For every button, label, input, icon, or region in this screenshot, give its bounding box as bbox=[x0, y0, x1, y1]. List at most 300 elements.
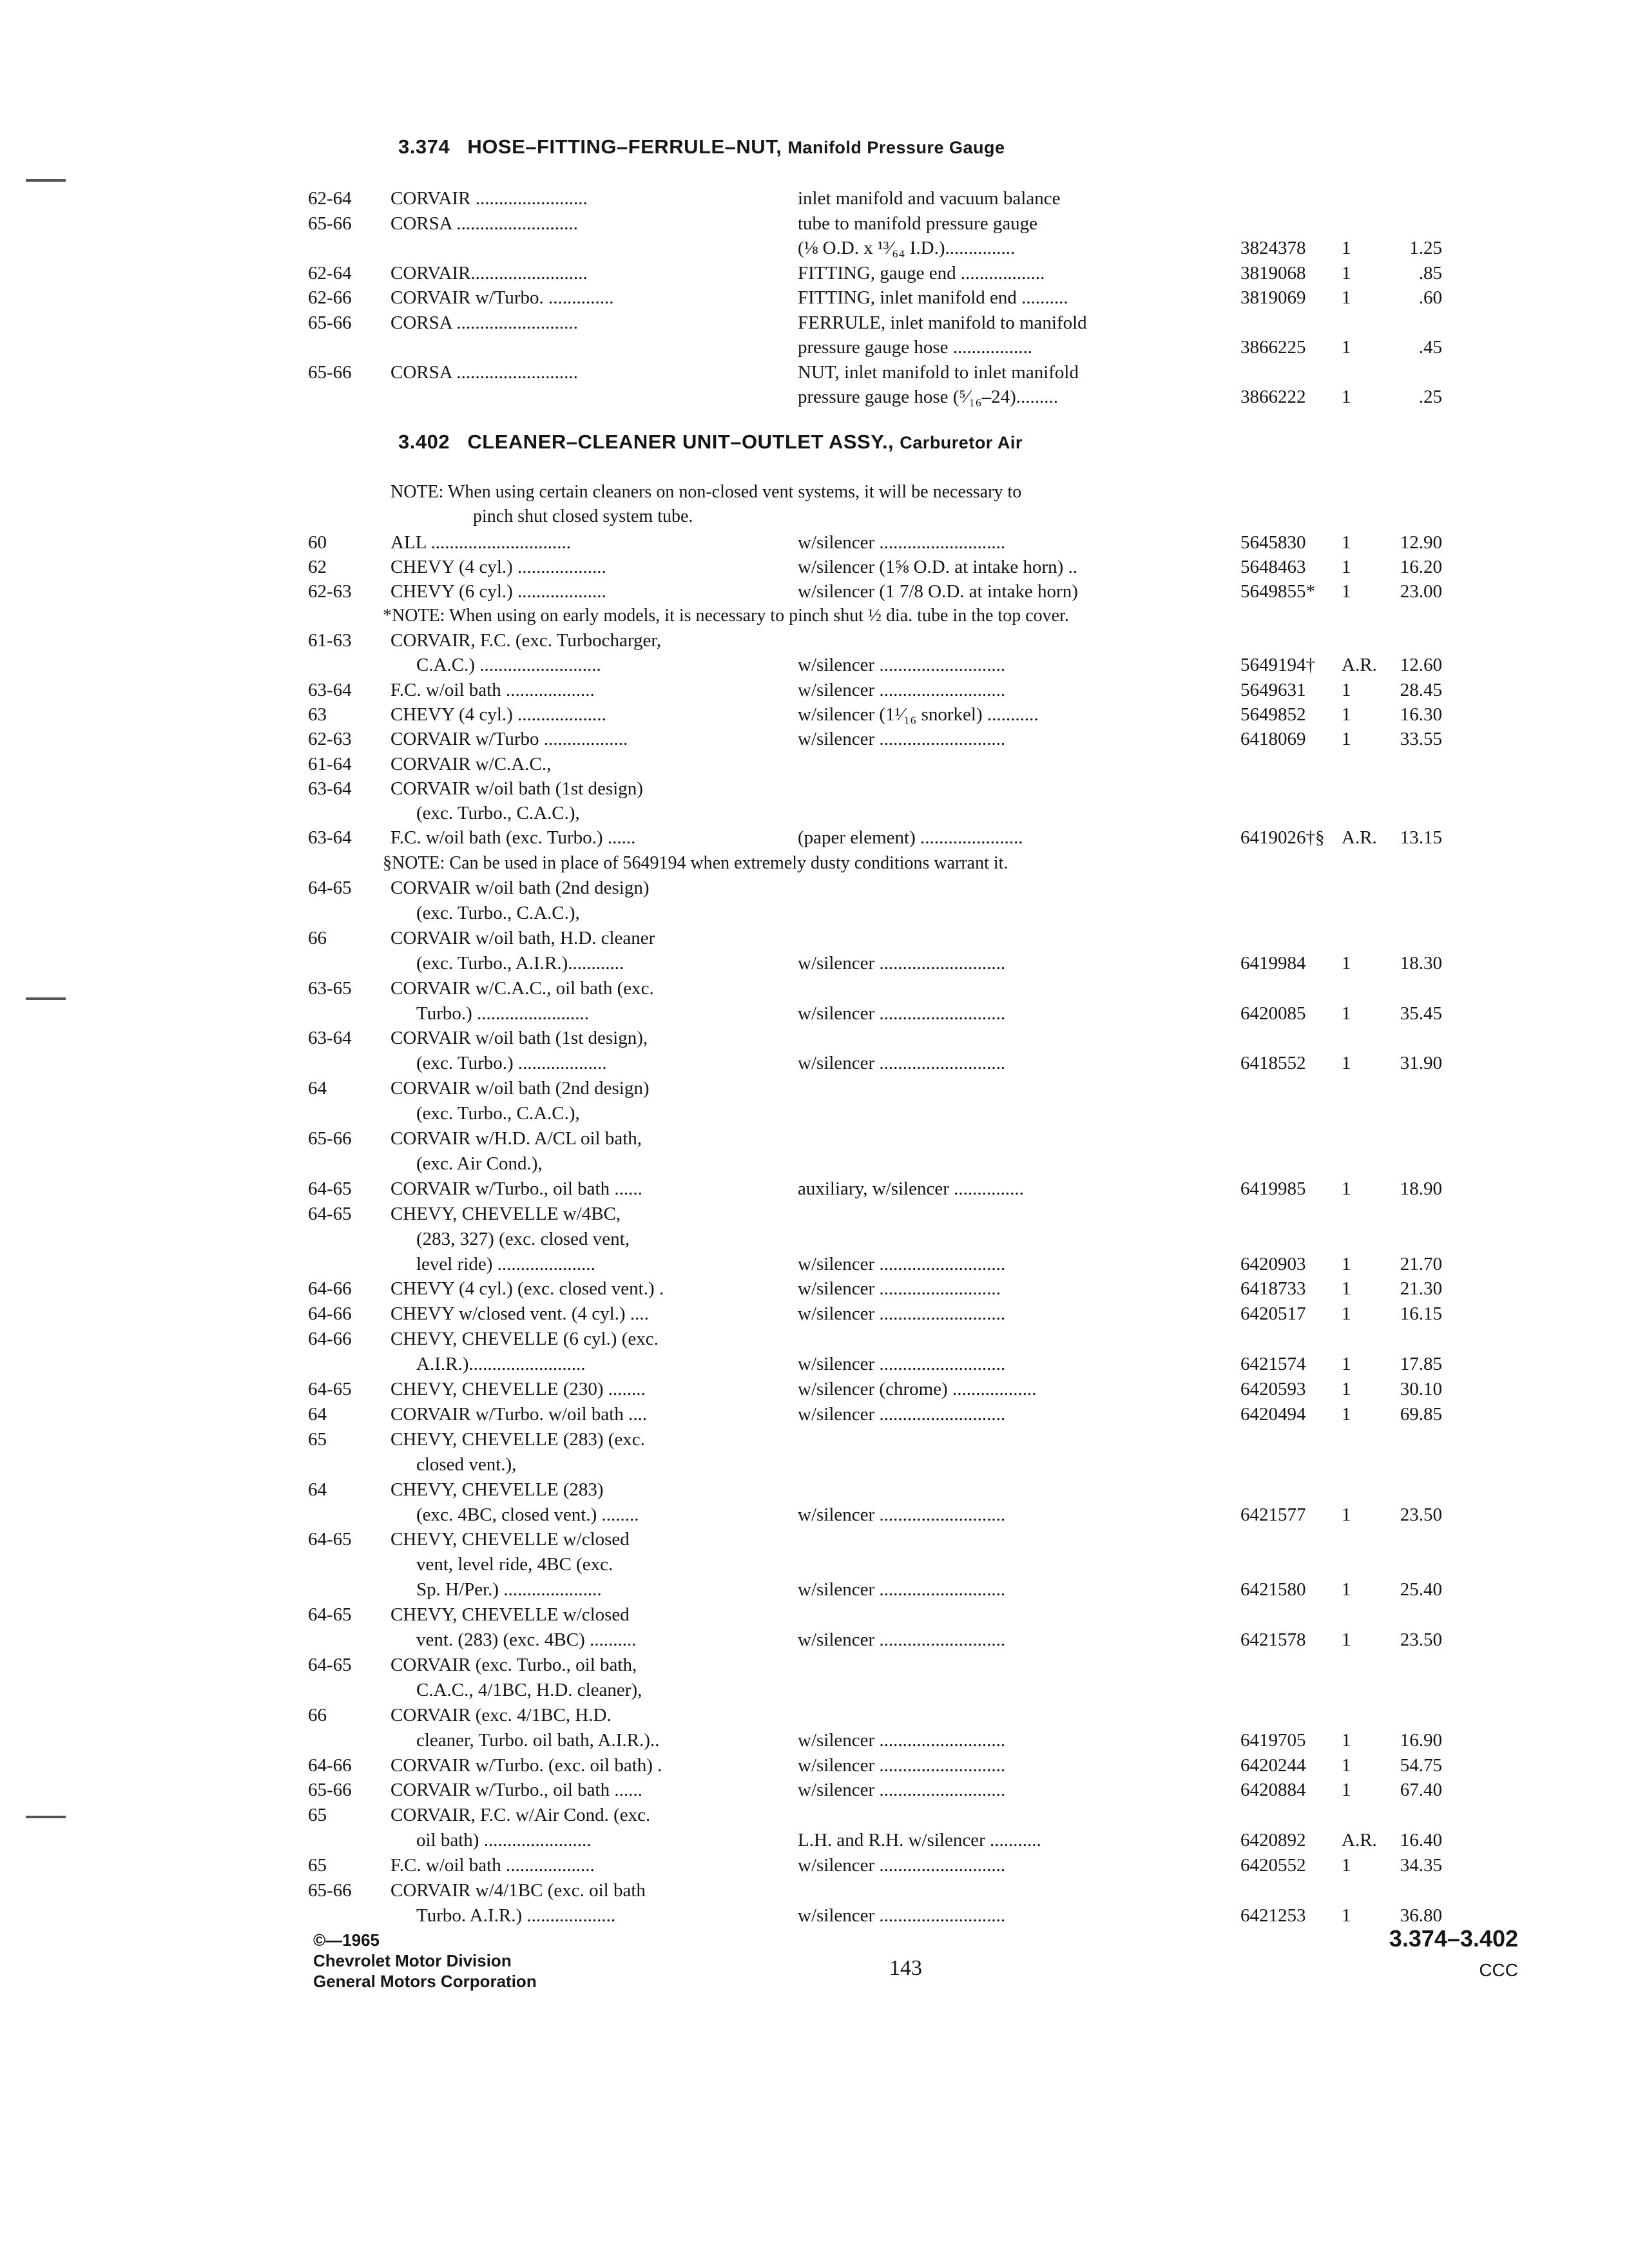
description-cell: w/silencer ........................... bbox=[798, 1053, 1006, 1074]
model-cell: (exc. Turbo., A.I.R.)............ bbox=[416, 952, 624, 974]
division: Chevrolet Motor Division bbox=[313, 1951, 512, 1970]
part-number-cell: 3819068 bbox=[1240, 262, 1306, 284]
table-row bbox=[0, 530, 1629, 555]
quantity-cell: 1 bbox=[1342, 1003, 1351, 1024]
description-cell: w/silencer .......................... bbox=[798, 1278, 1001, 1300]
year-cell: 64-66 bbox=[308, 1278, 352, 1300]
year-cell: 65-66 bbox=[308, 1880, 352, 1901]
table-row bbox=[0, 1100, 1629, 1126]
table-row bbox=[0, 1326, 1629, 1352]
price-cell: 21.70 bbox=[1400, 1253, 1442, 1274]
model-cell: cleaner, Turbo. oil bath, A.I.R.).. bbox=[416, 1729, 660, 1751]
year-cell: 64-66 bbox=[308, 1754, 352, 1776]
part-number-cell: 6418552 bbox=[1240, 1053, 1306, 1074]
year-cell: 65-66 bbox=[308, 213, 352, 234]
quantity-cell: 1 bbox=[1342, 1303, 1351, 1325]
price-cell: .45 bbox=[1418, 337, 1442, 358]
price-cell: 12.90 bbox=[1400, 532, 1442, 553]
part-number-cell: 3819069 bbox=[1240, 287, 1306, 308]
year-cell: 64-65 bbox=[308, 1203, 352, 1224]
model-cell: (exc. Air Cond.), bbox=[416, 1153, 543, 1174]
table-row bbox=[0, 1301, 1629, 1327]
description-cell: w/silencer ........................... bbox=[798, 1303, 1006, 1325]
price-cell: 18.30 bbox=[1400, 952, 1442, 974]
quantity-cell: 1 bbox=[1342, 287, 1351, 308]
table-row bbox=[0, 1552, 1629, 1577]
section-heading-3-374 bbox=[398, 135, 1005, 159]
description-cell: w/silencer ........................... bbox=[798, 655, 1006, 676]
year-cell: 64-65 bbox=[308, 1654, 352, 1675]
part-number-cell: 6420517 bbox=[1240, 1303, 1306, 1325]
quantity-cell: 1 bbox=[1342, 1178, 1351, 1199]
footer-publisher bbox=[313, 1930, 537, 1992]
table-row bbox=[0, 1827, 1629, 1853]
description-cell: w/silencer (1¹⁄₁₆ snorkel) ........... bbox=[798, 704, 1039, 725]
part-number-cell: 6421577 bbox=[1240, 1504, 1306, 1525]
quantity-cell: 1 bbox=[1342, 238, 1351, 258]
year-cell: 65-66 bbox=[308, 1128, 352, 1149]
table-row bbox=[0, 1251, 1629, 1277]
part-number-cell: 6420552 bbox=[1240, 1855, 1306, 1876]
part-number-cell: 6419026†§ bbox=[1240, 827, 1325, 849]
model-cell: CHEVY, CHEVELLE (283) (exc. bbox=[390, 1428, 645, 1450]
part-number-cell: 6421578 bbox=[1240, 1629, 1306, 1650]
part-number-cell: 3824378 bbox=[1240, 238, 1306, 258]
table-row bbox=[0, 1126, 1629, 1151]
model-cell: CORSA .......................... bbox=[390, 213, 578, 234]
year-cell: 64-65 bbox=[308, 1529, 352, 1550]
model-cell: CORSA .......................... bbox=[390, 361, 578, 383]
quantity-cell: 1 bbox=[1342, 1579, 1351, 1600]
table-row bbox=[0, 950, 1629, 976]
price-cell: 23.50 bbox=[1400, 1629, 1442, 1650]
quantity-cell: 1 bbox=[1342, 679, 1351, 700]
year-cell: 63 bbox=[308, 704, 327, 725]
description-cell: w/silencer ........................... bbox=[798, 1855, 1006, 1876]
model-cell: CORVAIR, F.C. w/Air Cond. (exc. bbox=[390, 1805, 651, 1826]
year-cell: 64-65 bbox=[308, 1379, 352, 1399]
model-cell: (exc. Turbo., C.A.C.), bbox=[416, 902, 580, 923]
section-number: 3.402 bbox=[398, 430, 450, 453]
table-row bbox=[0, 751, 1629, 777]
year-cell: 62-64 bbox=[308, 262, 352, 284]
quantity-cell: 1 bbox=[1342, 1403, 1351, 1425]
price-cell: 12.60 bbox=[1400, 655, 1442, 676]
quantity-cell: 1 bbox=[1342, 1354, 1351, 1375]
model-cell: CHEVY w/closed vent. (4 cyl.) .... bbox=[390, 1303, 649, 1325]
quantity-cell: 1 bbox=[1342, 337, 1351, 358]
model-cell: ALL .............................. bbox=[390, 532, 572, 553]
table-row bbox=[0, 1677, 1629, 1703]
year-cell: 63-65 bbox=[308, 977, 352, 999]
quantity-cell: 1 bbox=[1342, 1629, 1351, 1650]
price-cell: 21.30 bbox=[1400, 1278, 1442, 1300]
model-cell: F.C. w/oil bath ................... bbox=[390, 1855, 595, 1876]
model-cell: vent, level ride, 4BC (exc. bbox=[416, 1554, 613, 1575]
year-cell: 62 bbox=[308, 557, 327, 577]
price-cell: 16.20 bbox=[1400, 557, 1442, 577]
model-cell: CORVAIR w/C.A.C., bbox=[390, 753, 552, 774]
year-cell: 62-63 bbox=[308, 729, 352, 750]
table-row bbox=[0, 776, 1629, 802]
table-row bbox=[0, 875, 1629, 901]
table-row bbox=[0, 652, 1629, 678]
table-row bbox=[0, 1477, 1629, 1503]
quantity-cell: 1 bbox=[1342, 704, 1351, 725]
quantity-cell: 1 bbox=[1342, 1379, 1351, 1399]
price-cell: .85 bbox=[1418, 262, 1442, 284]
table-row bbox=[0, 925, 1629, 951]
section-heading-3-402 bbox=[398, 430, 1023, 454]
table-row bbox=[0, 1452, 1629, 1477]
copyright: ©—1965 bbox=[313, 1930, 380, 1950]
model-cell: CHEVY, CHEVELLE w/4BC, bbox=[390, 1203, 621, 1224]
quantity-cell: 1 bbox=[1342, 1855, 1351, 1876]
binder-mark bbox=[26, 179, 66, 182]
part-number-cell: 6421580 bbox=[1240, 1579, 1306, 1600]
model-cell: vent. (283) (exc. 4BC) .......... bbox=[416, 1629, 637, 1650]
price-cell: 23.00 bbox=[1400, 581, 1442, 602]
year-cell: 62-66 bbox=[308, 287, 352, 308]
table-row bbox=[0, 1602, 1629, 1628]
model-cell: Sp. H/Per.) ..................... bbox=[416, 1579, 602, 1600]
model-cell: CORVAIR w/Turbo. .............. bbox=[390, 287, 614, 308]
description-cell: w/silencer ........................... bbox=[798, 1003, 1006, 1024]
table-row bbox=[0, 975, 1629, 1001]
description-cell: w/silencer ........................... bbox=[798, 679, 1006, 700]
part-number-cell: 6420903 bbox=[1240, 1253, 1306, 1274]
model-cell: C.A.C.) .......................... bbox=[416, 655, 601, 676]
year-cell: 64 bbox=[308, 1403, 327, 1425]
page-number: 143 bbox=[889, 1956, 922, 1980]
model-cell: CHEVY (4 cyl.) (exc. closed vent.) . bbox=[390, 1278, 664, 1300]
model-cell: F.C. w/oil bath ................... bbox=[390, 679, 595, 700]
year-cell: 64-65 bbox=[308, 878, 352, 898]
table-row bbox=[0, 1627, 1629, 1653]
quantity-cell: 1 bbox=[1342, 1905, 1351, 1926]
table-row bbox=[0, 1226, 1629, 1252]
price-cell: 33.55 bbox=[1400, 729, 1442, 750]
table-row bbox=[0, 285, 1629, 311]
table-row bbox=[0, 1401, 1629, 1427]
year-cell: 65-66 bbox=[308, 312, 352, 333]
description-cell: w/silencer ........................... bbox=[798, 1629, 1006, 1650]
model-cell: CORVAIR w/Turbo., oil bath ...... bbox=[390, 1178, 642, 1199]
model-cell: CORVAIR w/oil bath (2nd design) bbox=[390, 1078, 650, 1099]
year-cell: 64-65 bbox=[308, 1178, 352, 1199]
table-row bbox=[0, 1050, 1629, 1076]
model-cell: CORVAIR......................... bbox=[390, 262, 588, 284]
model-cell: (exc. 4BC, closed vent.) ........ bbox=[416, 1504, 639, 1525]
year-cell: 60 bbox=[308, 532, 327, 553]
table-row bbox=[0, 1777, 1629, 1803]
description-cell: w/silencer ........................... bbox=[798, 1579, 1006, 1600]
model-cell: A.I.R.)......................... bbox=[416, 1354, 586, 1375]
description-cell: w/silencer ........................... bbox=[798, 1754, 1006, 1776]
part-number-cell: 5648463 bbox=[1240, 557, 1306, 577]
table-row bbox=[0, 1652, 1629, 1678]
part-number-cell: 5649855* bbox=[1240, 581, 1315, 602]
table-row bbox=[0, 726, 1629, 752]
description-cell: FERRULE, inlet manifold to manifold bbox=[798, 312, 1087, 333]
model-cell: level ride) ..................... bbox=[416, 1253, 595, 1274]
table-row bbox=[0, 1376, 1629, 1402]
model-cell: Turbo.) ........................ bbox=[416, 1003, 590, 1024]
price-cell: 35.45 bbox=[1400, 1003, 1442, 1024]
price-cell: 54.75 bbox=[1400, 1754, 1442, 1776]
quantity-cell: 1 bbox=[1342, 1504, 1351, 1525]
table-row bbox=[0, 677, 1629, 703]
table-row bbox=[0, 334, 1629, 360]
model-cell: (exc. Turbo., C.A.C.), bbox=[416, 1103, 580, 1124]
price-cell: 16.15 bbox=[1400, 1303, 1442, 1325]
part-number-cell: 6419985 bbox=[1240, 1178, 1306, 1199]
price-cell: 25.40 bbox=[1400, 1579, 1442, 1600]
price-cell: 69.85 bbox=[1400, 1403, 1442, 1425]
price-cell: 16.90 bbox=[1400, 1729, 1442, 1751]
table-row bbox=[0, 1526, 1629, 1552]
part-number-cell: 6420244 bbox=[1240, 1754, 1306, 1776]
note: §NOTE: Can be used in place of 5649194 when extremely dusty conditions warrant it. bbox=[383, 853, 1008, 873]
model-cell: CORVAIR (exc. Turbo., oil bath, bbox=[390, 1654, 637, 1675]
year-cell: 64-66 bbox=[308, 1329, 352, 1350]
model-cell: CORVAIR w/oil bath (1st design) bbox=[390, 778, 643, 799]
table-row bbox=[0, 1276, 1629, 1302]
model-cell: CORVAIR w/Turbo., oil bath ...... bbox=[390, 1780, 642, 1801]
description-cell: w/silencer ........................... bbox=[798, 1354, 1006, 1375]
description-cell: auxiliary, w/silencer ............... bbox=[798, 1178, 1024, 1199]
table-row bbox=[0, 1176, 1629, 1202]
part-number-cell: 6419705 bbox=[1240, 1729, 1306, 1751]
model-cell: CHEVY (4 cyl.) ................... bbox=[390, 704, 606, 725]
year-cell: 66 bbox=[308, 927, 327, 948]
price-cell: 30.10 bbox=[1400, 1379, 1442, 1399]
quantity-cell: 1 bbox=[1342, 1278, 1351, 1300]
part-number-cell: 6418733 bbox=[1240, 1278, 1306, 1300]
description-cell: w/silencer (chrome) .................. bbox=[798, 1379, 1037, 1399]
table-row bbox=[0, 1075, 1629, 1101]
section-number: 3.374 bbox=[398, 135, 450, 158]
description-cell: w/silencer ........................... bbox=[798, 1905, 1006, 1926]
table-row bbox=[0, 1151, 1629, 1177]
quantity-cell: 1 bbox=[1342, 1053, 1351, 1074]
section-subtitle: Carburetor Air bbox=[900, 433, 1023, 452]
part-number-cell: 3866225 bbox=[1240, 337, 1306, 358]
table-row bbox=[0, 1852, 1629, 1878]
model-cell: CORVAIR w/Turbo. w/oil bath .... bbox=[390, 1403, 648, 1425]
model-cell: CORVAIR w/H.D. A/CL oil bath, bbox=[390, 1128, 642, 1149]
year-cell: 61-63 bbox=[308, 630, 352, 651]
year-cell: 65 bbox=[308, 1428, 327, 1450]
description-cell: NUT, inlet manifold to inlet manifold bbox=[798, 361, 1079, 383]
section-title: CLEANER–CLEANER UNIT–OUTLET ASSY., bbox=[467, 430, 894, 453]
description-cell: w/silencer ........................... bbox=[798, 729, 1006, 750]
model-cell: C.A.C., 4/1BC, H.D. cleaner), bbox=[416, 1679, 642, 1700]
quantity-cell: 1 bbox=[1342, 1780, 1351, 1801]
table-row bbox=[0, 1577, 1629, 1602]
model-cell: CORVAIR, F.C. (exc. Turbocharger, bbox=[390, 630, 662, 651]
quantity-cell: 1 bbox=[1342, 1754, 1351, 1776]
quantity-cell: 1 bbox=[1342, 952, 1351, 974]
description-cell: w/silencer ........................... bbox=[798, 1504, 1006, 1525]
part-number-cell: 6418069 bbox=[1240, 729, 1306, 750]
description-cell: w/silencer ........................... bbox=[798, 1780, 1006, 1801]
part-number-cell: 6421574 bbox=[1240, 1354, 1306, 1375]
table-row bbox=[0, 211, 1629, 236]
description-cell: FITTING, inlet manifold end .......... bbox=[798, 287, 1068, 308]
table-row bbox=[0, 260, 1629, 286]
price-cell: 28.45 bbox=[1400, 679, 1442, 700]
model-cell: closed vent.), bbox=[416, 1454, 517, 1475]
model-cell: CORVAIR w/Turbo. (exc. oil bath) . bbox=[390, 1754, 662, 1776]
year-cell: 63-64 bbox=[308, 778, 352, 799]
year-cell: 62-63 bbox=[308, 581, 352, 602]
quantity-cell: 1 bbox=[1342, 729, 1351, 750]
table-row bbox=[0, 1025, 1629, 1051]
table-row bbox=[0, 384, 1629, 410]
model-cell: CORVAIR w/oil bath (1st design), bbox=[390, 1028, 648, 1049]
part-number-cell: 3866222 bbox=[1240, 387, 1306, 407]
table-row bbox=[0, 1802, 1629, 1828]
model-cell: oil bath) ....................... bbox=[416, 1830, 592, 1851]
year-cell: 64-66 bbox=[308, 1303, 352, 1325]
quantity-cell: A.R. bbox=[1342, 1830, 1377, 1851]
year-cell: 65-66 bbox=[308, 1780, 352, 1801]
quantity-cell: 1 bbox=[1342, 581, 1351, 602]
table-row bbox=[0, 554, 1629, 580]
part-number-cell: 6420884 bbox=[1240, 1780, 1306, 1801]
year-cell: 62-64 bbox=[308, 188, 352, 209]
part-number-cell: 6420494 bbox=[1240, 1403, 1306, 1425]
part-number-cell: 6420085 bbox=[1240, 1003, 1306, 1024]
model-cell: CORVAIR w/oil bath, H.D. cleaner bbox=[390, 927, 655, 948]
model-cell: CORVAIR w/4/1BC (exc. oil bath bbox=[390, 1880, 646, 1901]
year-cell: 63-64 bbox=[308, 679, 352, 700]
description-cell: pressure gauge hose (⁵⁄₁₆–24)......... bbox=[798, 387, 1059, 407]
part-number-cell: 5649852 bbox=[1240, 704, 1306, 725]
quantity-cell: 1 bbox=[1342, 532, 1351, 553]
table-row bbox=[0, 800, 1629, 826]
table-row bbox=[0, 702, 1629, 727]
model-cell: Turbo. A.I.R.) ................... bbox=[416, 1905, 616, 1926]
section-title: HOSE–FITTING–FERRULE–NUT, bbox=[467, 135, 782, 158]
quantity-cell: 1 bbox=[1342, 557, 1351, 577]
model-cell: (exc. Turbo., C.A.C.), bbox=[416, 803, 580, 824]
price-cell: 1.25 bbox=[1409, 238, 1442, 258]
note: *NOTE: When using on early models, it is necessary to pinch shut ½ dia. tube in the top cover. bbox=[383, 606, 1069, 626]
part-number-cell: 6419984 bbox=[1240, 952, 1306, 974]
description-cell: w/silencer (1 7/8 O.D. at intake horn) bbox=[798, 581, 1078, 602]
model-cell: CORSA .......................... bbox=[390, 312, 578, 333]
table-row bbox=[0, 360, 1629, 385]
table-row bbox=[0, 1427, 1629, 1452]
price-cell: 16.30 bbox=[1400, 704, 1442, 725]
quantity-cell: 1 bbox=[1342, 1253, 1351, 1274]
model-cell: CHEVY, CHEVELLE (6 cyl.) (exc. bbox=[390, 1329, 659, 1350]
section-subtitle: Manifold Pressure Gauge bbox=[787, 138, 1005, 157]
year-cell: 65 bbox=[308, 1855, 327, 1876]
table-row bbox=[0, 1702, 1629, 1728]
description-cell: (⅛ O.D. x ¹³⁄₆₄ I.D.)............... bbox=[798, 238, 1016, 258]
table-row bbox=[0, 310, 1629, 336]
description-cell: pressure gauge hose ................. bbox=[798, 337, 1033, 358]
part-number-cell: 5649194† bbox=[1240, 655, 1315, 676]
model-cell: CORVAIR w/C.A.C., oil bath (exc. bbox=[390, 977, 654, 999]
price-cell: 31.90 bbox=[1400, 1053, 1442, 1074]
description-cell: w/silencer ........................... bbox=[798, 1403, 1006, 1425]
model-cell: CORVAIR (exc. 4/1BC, H.D. bbox=[390, 1704, 612, 1725]
description-cell: tube to manifold pressure gauge bbox=[798, 213, 1038, 234]
model-cell: CHEVY (6 cyl.) ................... bbox=[390, 581, 606, 602]
year-cell: 63-64 bbox=[308, 827, 352, 849]
price-cell: 16.40 bbox=[1400, 1830, 1442, 1851]
price-cell: 36.80 bbox=[1400, 1905, 1442, 1926]
description-cell: w/silencer (1⅝ O.D. at intake horn) .. bbox=[798, 557, 1078, 577]
model-cell: CHEVY, CHEVELLE (283) bbox=[390, 1479, 604, 1500]
year-cell: 66 bbox=[308, 1704, 327, 1725]
model-cell: F.C. w/oil bath (exc. Turbo.) ...... bbox=[390, 827, 636, 849]
model-cell: (283, 327) (exc. closed vent, bbox=[416, 1228, 630, 1249]
part-number-cell: 6420593 bbox=[1240, 1379, 1306, 1399]
description-cell: FITTING, gauge end .................. bbox=[798, 262, 1045, 284]
year-cell: 65-66 bbox=[308, 361, 352, 383]
year-cell: 65 bbox=[308, 1805, 327, 1826]
price-cell: 23.50 bbox=[1400, 1504, 1442, 1525]
model-cell: CORVAIR w/oil bath (2nd design) bbox=[390, 878, 650, 898]
year-cell: 64 bbox=[308, 1479, 327, 1500]
corporation: General Motors Corporation bbox=[313, 1972, 537, 1991]
table-row bbox=[0, 1001, 1629, 1026]
table-row bbox=[0, 186, 1629, 211]
table-row bbox=[0, 628, 1629, 653]
model-cell: CHEVY, CHEVELLE w/closed bbox=[390, 1604, 630, 1626]
description-cell: w/silencer ........................... bbox=[798, 532, 1006, 553]
year-cell: 64-65 bbox=[308, 1604, 352, 1626]
model-cell: CORVAIR ........................ bbox=[390, 188, 588, 209]
price-cell: .60 bbox=[1418, 287, 1442, 308]
year-cell: 63-64 bbox=[308, 1028, 352, 1049]
price-cell: 34.35 bbox=[1400, 1855, 1442, 1876]
table-row bbox=[0, 1753, 1629, 1778]
quantity-cell: 1 bbox=[1342, 262, 1351, 284]
part-number-cell: 6421253 bbox=[1240, 1905, 1306, 1926]
table-row bbox=[0, 1878, 1629, 1903]
price-cell: 13.15 bbox=[1400, 827, 1442, 849]
catalog-code: CCC bbox=[1479, 1960, 1518, 1980]
quantity-cell: 1 bbox=[1342, 1729, 1351, 1751]
table-row bbox=[0, 900, 1629, 926]
note: NOTE: When using certain cleaners on non-closed vent systems, it will be necessary to bbox=[390, 482, 1022, 502]
table-row bbox=[0, 1727, 1629, 1753]
year-cell: 64 bbox=[308, 1078, 327, 1099]
table-row bbox=[0, 579, 1629, 604]
description-cell: w/silencer ........................... bbox=[798, 952, 1006, 974]
model-cell: CHEVY, CHEVELLE w/closed bbox=[390, 1529, 630, 1550]
part-number-cell: 5645830 bbox=[1240, 532, 1306, 553]
section-range: 3.374–3.402 bbox=[1389, 1925, 1518, 1952]
quantity-cell: A.R. bbox=[1342, 655, 1377, 676]
table-row bbox=[0, 235, 1629, 261]
price-cell: .25 bbox=[1418, 387, 1442, 407]
price-cell: 17.85 bbox=[1400, 1354, 1442, 1375]
table-row bbox=[0, 1903, 1629, 1928]
table-row bbox=[0, 1502, 1629, 1528]
model-cell: CHEVY, CHEVELLE (230) ........ bbox=[390, 1379, 646, 1399]
model-cell: CORVAIR w/Turbo .................. bbox=[390, 729, 628, 750]
table-row bbox=[0, 1351, 1629, 1377]
year-cell: 61-64 bbox=[308, 753, 352, 774]
part-number-cell: 5649631 bbox=[1240, 679, 1306, 700]
